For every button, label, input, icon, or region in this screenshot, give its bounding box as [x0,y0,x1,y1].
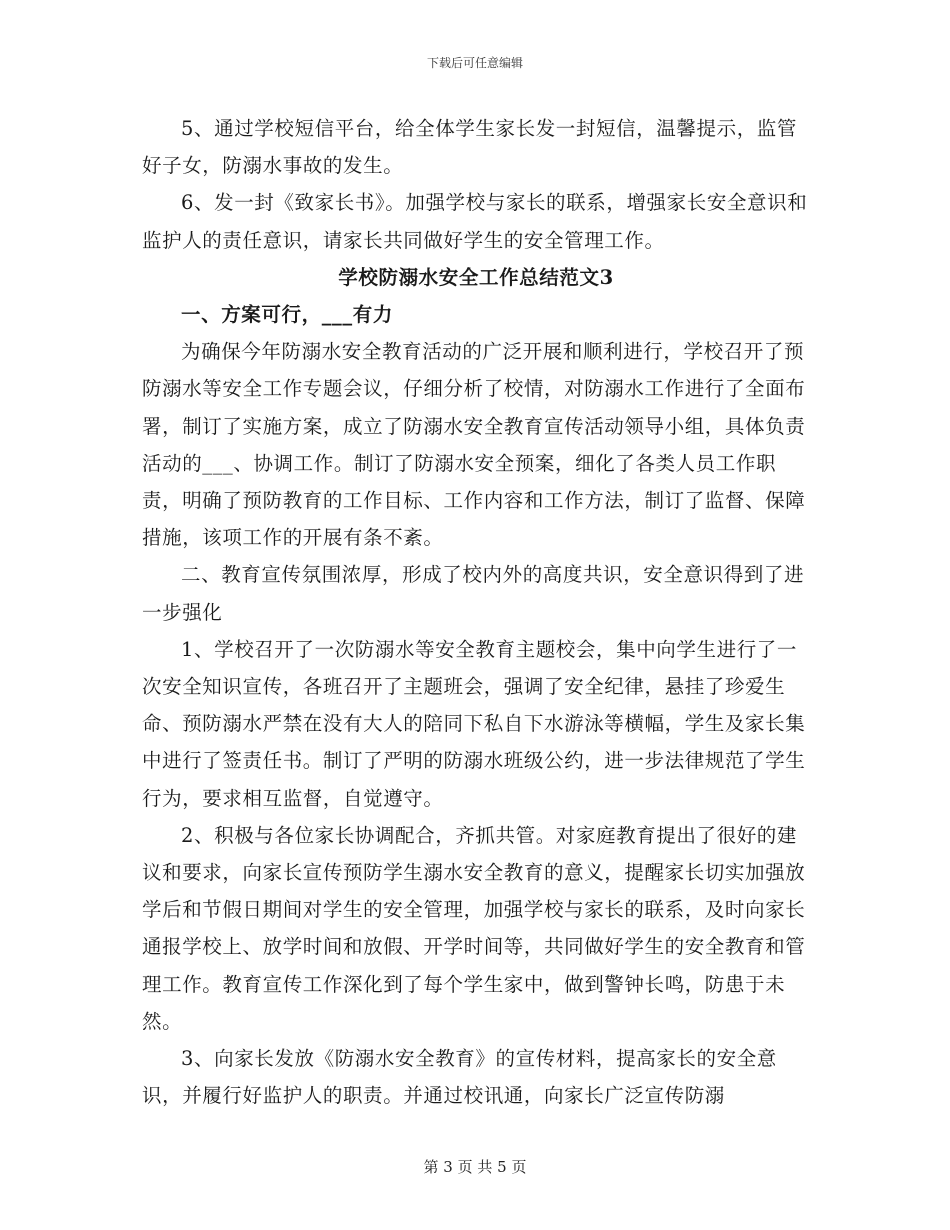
page-header-note: 下载后可任意编辑 [426,56,523,70]
paragraph-item-5: 5、通过学校短信平台，给全体学生家长发一封短信，温馨提示，监管好子女，防溺水事故的发生。 [142,117,798,178]
paragraph-item-1: 1、学校召开了一次防溺水等安全教育主题校会，集中向学生进行了一次安全知识宣传，各班召开了主题班会，强调了安全纪律，悬挂了珍爱生命、预防溺水严禁在没有大人的陪同下私自下水游泳等横幅，学生及家长集中进行了签责任书。制订了严明的防溺水班级公约，进一步法律规范了学生行为，要求相互监督，自觉遵守。 [142,637,806,810]
paragraph-plan: 为确保今年防溺水安全教育活动的广泛开展和顺利进行，学校召开了预防溺水等安全工作专题会议，仔细分析了校情，对防溺水工作进行了全面布署，制订了实施方案，成立了防溺水安全教育宣传活动领导小组，具体负责活动的___、协调工作。制订了防溺水安全预案，细化了各类人员工作职责，明确了预防教育的工作目标、工作内容和工作方法，制订了监督、保障措施，该项工作的开展有条不紊。 [142,340,806,550]
document-body [142,110,810,1114]
page-number: 第 3 页 共 5 页 [423,1158,527,1176]
paragraph-item-3: 3、向家长发放《防溺水安全教育》的宣传材料，提高家长的安全意识，并履行好监护人的职责。并通过校讯通，向家长广泛宣传防溺 [142,1047,777,1108]
paragraph-item-6: 6、发一封《致家长书》。加强学校与家长的联系，增强家长安全意识和监护人的责任意识，请家长共同做好学生的安全管理工作。 [142,191,808,252]
paragraph-item-2: 2、积极与各位家长协调配合，齐抓共管。对家庭教育提出了很好的建议和要求，向家长宣传预防学生溺水安全教育的意义，提醒家长切实加强放学后和节假日期间对学生的安全管理，加强学校与家长的联系，及时向家长通报学校上、放学时间和放假、开学时间等，共同做好学生的安全教育和管理工作。教育宣传工作深化到了每个学生家中，做到警钟长鸣，防患于未然。 [142,823,806,1033]
section-heading-2: 二、教育宣传氛围浓厚，形成了校内外的高度共识，安全意识得到了进一步强化 [142,563,805,624]
section-title: 学校防溺水安全工作总结范文3 [338,265,614,289]
section-heading-1: 一、方案可行，___有力 [181,303,393,327]
